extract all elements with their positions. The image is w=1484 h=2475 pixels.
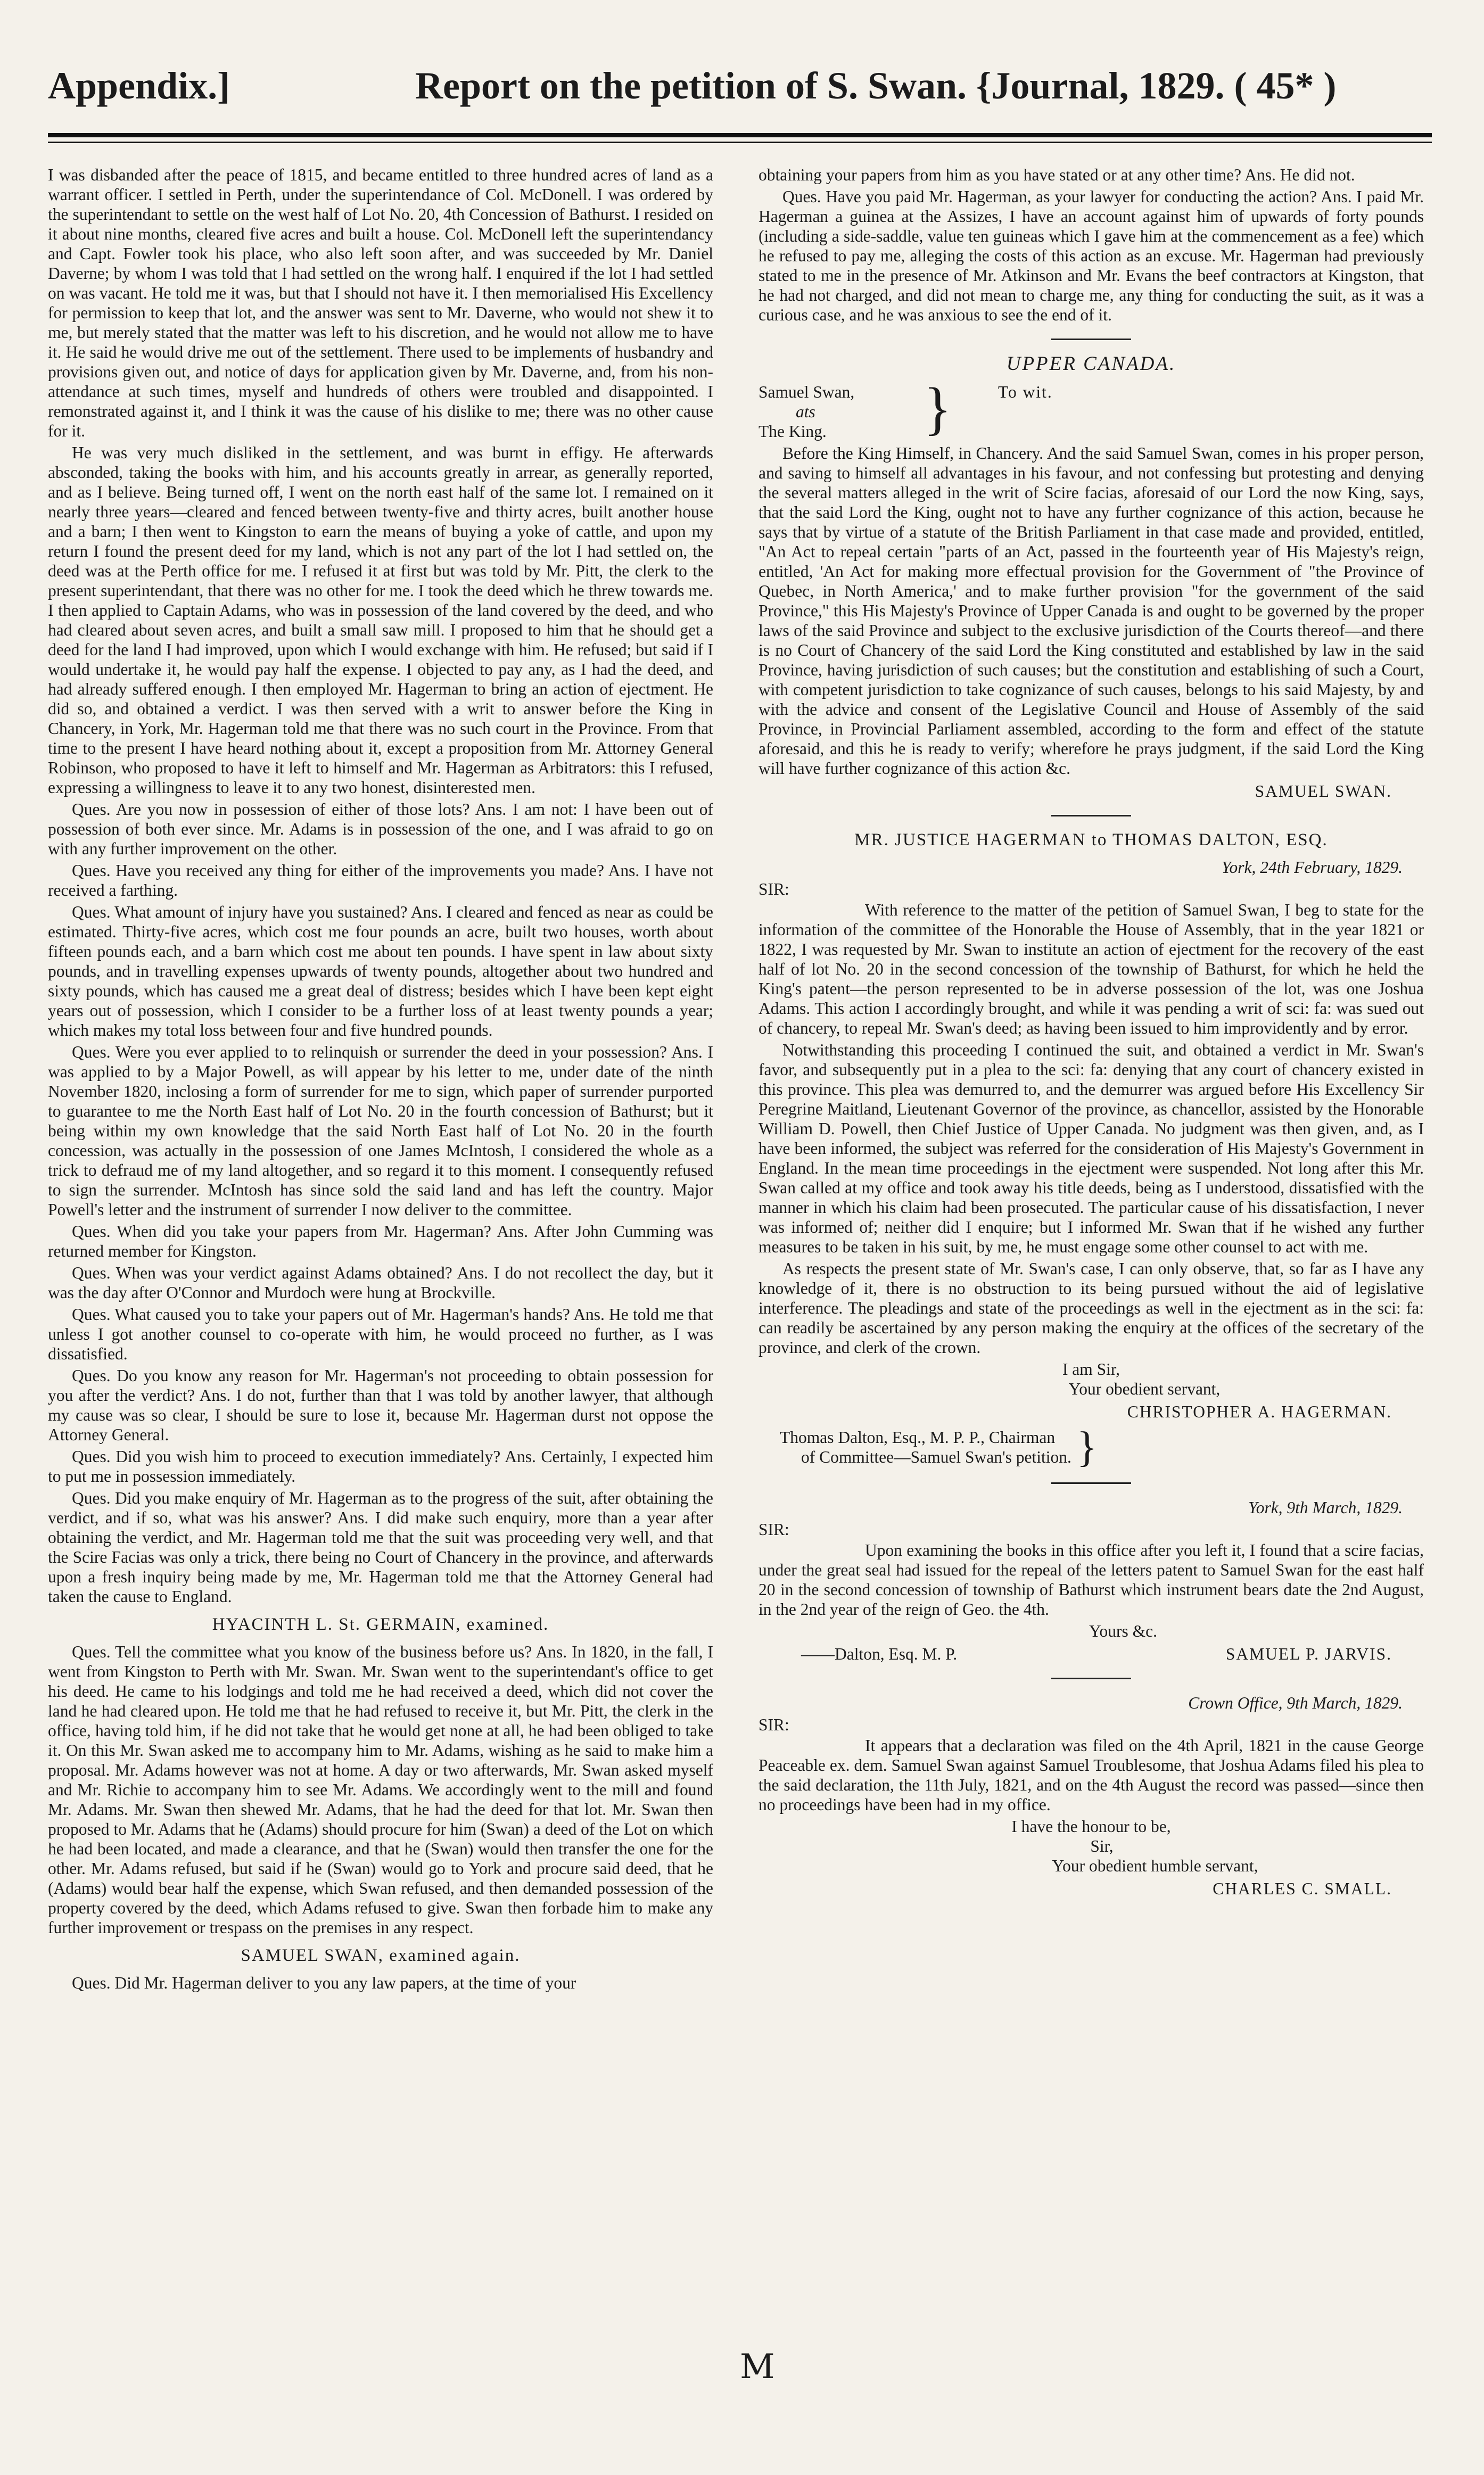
letter-date: York, 24th February, 1829. bbox=[1221, 858, 1403, 877]
addressee-line: Thomas Dalton, Esq., M. P. P., Chairman bbox=[780, 1428, 1056, 1447]
party-plaintiff: Samuel Swan, bbox=[759, 383, 855, 401]
brace-mark: } bbox=[924, 376, 952, 441]
letter-date: Crown Office, 9th March, 1829. bbox=[1188, 1694, 1403, 1712]
qa-paragraph: Ques. Tell the committee what you know of the business before us? Ans. In 1820, in the fall, I went from Kingston to Perth with Mr. Swan. Mr. Swan went to the superintendant's office to get his deed. He came to his lodgings and told me he had received a deed, which did not cover the land he had cleared upon. He told me that he had refused to receive it, but Mr. Pitt, the clerk in the office, having told him, if he did not take that he would get none at all, he had been obliged to take it. On this Mr. Swan asked me to accompany him to Mr. Adams, wishing as he said to make him a proposal. Mr. Adams however was not at home. A day or two afterwards, Mr. Swan asked myself and Mr. Richie to accompany him to see Mr. Adams. We accordingly went to the mill and found Mr. Adams. Mr. Swan then shewed Mr. Adams, that he had the deed for that lot. Mr. Swan then proposed to Mr. Adams that he (Adams) should procure for him (Swan) a deed of the Lot on which he had been located, and made a clearance, and that he (Swan) would then transfer the one for the other. Mr. Adams refused, but said if he (Swan) would go to York and procure said deed, that he (Adams) would bear half the expense, which Swan refused, and then demanded possession of the property covered by the deed, which Adams refused to give. Swan then forbade him to make any further improvement or trespass on the premises in any respect. bbox=[48, 1643, 713, 1937]
section-divider bbox=[1051, 1482, 1131, 1484]
letter-addressee: ——Dalton, Esq. M. P. bbox=[801, 1645, 958, 1663]
signature: CHRISTOPHER A. HAGERMAN. bbox=[1127, 1402, 1392, 1421]
qa-paragraph: Ques. What amount of injury have you sustained? Ans. I cleared and fenced as near as could be estimated. Thirty-five acres, which cost me four pounds an acre, built two houses, worth about fifteen pounds each, and a barn which cost me about ten pounds. I have spent in law about sixty pounds, and in travelling expenses upwards of twenty pounds, altogether about two hundred and sixty pounds, which has caused me a great deal of distress; besides which I have been kept eight years out of possession, which I consider to be a further loss of at least twenty pounds a year; which makes my total loss between four and five hundred pounds. bbox=[48, 903, 713, 1040]
case-caption bbox=[759, 376, 1424, 441]
letter-closing: Your obedient servant, bbox=[1068, 1380, 1221, 1398]
qa-paragraph: Ques. Did you wish him to proceed to execution immediately? Ans. Certainly, I expected him to put me in possession immediately. bbox=[48, 1447, 713, 1486]
paragraph: I was disbanded after the peace of 1815, and became entitled to three hundred acres of land as a warrant officer. I settled in Perth, under the superintendance of Col. McDonell. I was ordered by the superintendant to settle on the west half of Lot No. 20, 4th Concession of Bathurst. I resided on it about nine months, cleared five acres and built a house. Col. McDonell left the superintendancy and Capt. Fowler took his place, who also left soon after, and was succeeded by Mr. Daniel Daverne; by whom I was told that I had settled on the wrong half. I enquired if the lot I had settled on was vacant. He told me it was, but that I should not have it. I then memorialised His Excellency for permission to keep that lot, and the answer was sent to Mr. Daverne, who would not shew it to me, but merely stated that the matter was left to his discretion, and he would not allow me to have it. He said he would drive me out of the settlement. There used to be implements of husbandry and provisions given out, and notice of days for application given by Mr. Daverne, and, from his non-attendance at such times, myself and hundreds of others were troubled and disappointed. I remonstrated against it, and I think it was the cause of his dislike to me; there was no other cause for it. bbox=[48, 166, 713, 440]
party-ats: ats bbox=[796, 402, 815, 421]
signature: SAMUEL SWAN. bbox=[1255, 782, 1392, 801]
case-parties bbox=[759, 382, 924, 441]
document-page bbox=[48, 64, 1432, 2432]
letter-closing: Your obedient humble servant, bbox=[1052, 1857, 1258, 1875]
letter-closing: I am Sir, bbox=[1062, 1360, 1120, 1379]
letter-heading: MR. JUSTICE HAGERMAN to THOMAS DALTON, ESQ. bbox=[854, 830, 1328, 849]
upper-canada-heading: UPPER CANADA. bbox=[1006, 353, 1176, 375]
qa-paragraph: Ques. Do you know any reason for Mr. Hagerman's not proceeding to obtain possession for you after the verdict? Ans. I do not, further than that I was told by another lawyer, that although my cause was so clear, I should be sure to lose it, because Mr. Hagerman durst not oppose the Attorney General. bbox=[48, 1366, 713, 1444]
qa-paragraph: Ques. Have you received any thing for either of the improvements you made? Ans. I have not received a farthing. bbox=[48, 861, 713, 900]
qa-paragraph: Ques. Have you paid Mr. Hagerman, as your lawyer for conducting the action? Ans. I paid Mr. Hagerman a guinea at the Assizes, I have an account against him of upwards of forty pounds (including a side-saddle, value ten guineas which I gave him at the commencement as a fee) which he refused to pay me, alleging the costs of this action as an excuse. Mr. Hagerman had previously stated to me in the presence of Mr. Atkinson and Mr. Evans the beef contractors at Kingston, that he had not charged, and did not mean to charge me, any thing for conducting the suit, as it was a curious case, and he was anxious to see the end of it. bbox=[759, 187, 1424, 324]
header-title: Report on the petition of S. Swan. {Journal, 1829. ( 45* ) bbox=[415, 64, 1337, 107]
section-heading: SAMUEL SWAN, examined again. bbox=[241, 1946, 521, 1965]
letter-salutation: SIR: bbox=[759, 1715, 789, 1734]
section-divider bbox=[1051, 815, 1131, 816]
running-header bbox=[48, 64, 1432, 122]
qa-paragraph: Ques. What caused you to take your papers out of Mr. Hagerman's hands? Ans. He told me that unless I got another counsel to co-operate with him, he would proceed no further, as I was dissatisfied. bbox=[48, 1305, 713, 1363]
letter-paragraph: Upon examining the books in this office after you left it, I found that a scire facias, under the great seal had issued for the repeal of the letters patent to Samuel Swan for the east half 20 in the second concession of township of Bathurst which instrument bears date the 2nd August, in the 2nd year of the reign of Geo. the 4th. bbox=[759, 1541, 1424, 1619]
section-divider bbox=[1051, 339, 1131, 340]
paragraph: He was very much disliked in the settlement, and was burnt in effigy. He afterwards absconded, taking the books with him, and his accounts greatly in arrear, as generally reported, and as I believe. Being turned off, I went on the north east half of the same lot. I remained on it nearly three years—cleared and fenced between twenty-five and thirty acres, built another house and a barn; I then went to Kingston to earn the means of buying a yoke of cattle, and upon my return I found the present deed for my land, which is not any part of the lot I had settled on, the deed was at the Perth office for me. I refused it at first but was told by Mr. Pitt, the clerk to the present superintendant, that there was no other for me. I took the deed which he threw towards me. I then applied to Captain Adams, who was in possession of the land covered by the deed, and who had cleared about seven acres, and built a small saw mill. I proposed to him that he should get a deed for the land I had improved, upon which I would exchange with him. He refused; but said if I would undertake it, he would pay half the expense. I objected to pay any, as I had the deed, and had already suffered enough. I then employed Mr. Hagerman to bring an action of ejectment. He did so, and obtained a verdict. I was then served with a writ to answer before the King in Chancery, in York, Mr. Hagerman told me that there was no such court in the Province. From that time to the present I have heard nothing about it, except a proposition from Mr. Attorney General Robinson, who proposed to have it left to himself and Mr. Hagerman as Arbitrators: this I refused, expressing a willingness to leave it to any two honest, disinterested men. bbox=[48, 443, 713, 797]
qa-paragraph: Ques. When did you take your papers from Mr. Hagerman? Ans. After John Cumming was returned member for Kingston. bbox=[48, 1222, 713, 1260]
letter-closing: I have the honour to be, bbox=[1011, 1817, 1171, 1836]
addressee-lines bbox=[780, 1428, 1071, 1467]
section-heading: HYACINTH L. St. GERMAIN, examined. bbox=[212, 1615, 549, 1634]
letter-paragraph: With reference to the matter of the petition of Samuel Swan, I beg to state for the information of the committee of the Honorable the House of Assembly, that in the year 1821 or 1822, I was requested by Mr. Swan to institute an action of ejectment for the recovery of the east half of lot No. 20 in the second concession of the township of Bathurst, for which he held the King's patent—the person represented to be in adverse possession of the lot, was one Joshua Adams. This action I accordingly brought, and while it was pending a writ of sci: fa: was sued out of chancery, to repeal Mr. Swan's deed; as having been issued to him improvidently and by error. bbox=[759, 901, 1424, 1037]
qa-paragraph: Ques. Are you now in possession of either of those lots? Ans. I am not: I have been out of possession of both ever since. Mr. Adams is in possession of the one, and I was afraid to go on with any further improvement on the other. bbox=[48, 800, 713, 858]
header-rule-thick bbox=[48, 133, 1432, 137]
qa-paragraph: Ques. When was your verdict against Adams obtained? Ans. I do not recollect the day, but it was the day after O'Connor and Murdoch were hung at Brockville. bbox=[48, 1264, 713, 1302]
letter-salutation: SIR: bbox=[759, 880, 789, 898]
section-divider bbox=[1051, 1678, 1131, 1679]
letter-footer bbox=[801, 1644, 1392, 1664]
signature-mark: M bbox=[740, 2347, 775, 2387]
paragraph: obtaining your papers from him as you have stated or at any other time? Ans. He did not. bbox=[759, 166, 1355, 184]
qa-paragraph: Ques. Were you ever applied to to relinquish or surrender the deed in your possession? Ans. I was applied to by a Major Powell, as will appear by his letter to me, under date of the ninth November 1820, inclosing a form of surrender for me to sign, which paper of surrender purported to guarantee to me the North East half of Lot No. 20 in the fourth concession of Bathurst; but it being within my own knowledge that the said North East half of Lot No. 20 in the fourth concession, was actually in the possession of one James McIntosh, I considered the whole as a trick to defraud me of my land altogether, and so regard it to this moment. I consequently refused to sign the surrender. McIntosh has since sold the said land and has left the country. Major Powell's letter and the instrument of surrender I now deliver to the committee. bbox=[48, 1043, 713, 1219]
addressee-line: of Committee—Samuel Swan's petition. bbox=[801, 1448, 1071, 1466]
header-appendix: Appendix.] bbox=[48, 64, 230, 107]
letter-date: York, 9th March, 1829. bbox=[1248, 1498, 1403, 1517]
letter-paragraph: It appears that a declaration was filed on the 4th April, 1821 in the cause George Peaceable ex. dem. Samuel Swan against Samuel Troublesome, that Joshua Adams filed his plea to the said declaration, the 11th July, 1821, and on the 4th August the record was passed—since then no proceedings have been had in my office. bbox=[759, 1736, 1424, 1814]
text-columns bbox=[48, 165, 1432, 2400]
party-defendant: The King. bbox=[759, 422, 827, 441]
right-column bbox=[759, 165, 1424, 2400]
brace-mark: } bbox=[1076, 1424, 1098, 1471]
letter-addressee bbox=[780, 1424, 1424, 1471]
signature: SAMUEL P. JARVIS. bbox=[1225, 1645, 1392, 1663]
signature: CHARLES C. SMALL. bbox=[1213, 1879, 1392, 1898]
letter-closing: Sir, bbox=[1090, 1837, 1114, 1855]
header-rule-thin bbox=[48, 142, 1432, 143]
letter-paragraph: Notwithstanding this proceeding I continued the suit, and obtained a verdict in Mr. Swan's favor, and subsequently put in a plea to the sci: fa: denying that any court of chancery existed in this province. This plea was demurred to, and the demurrer was argued before His Excellency Sir Peregrine Maitland, Lieutenant Governor of the province, as chancellor, assisted by the Honorable William D. Powell, then Chief Justice of Upper Canada. No judgment was then given, and, as I have been informed, the subject was referred for the consideration of His Majesty's Government in England. In the mean time proceedings in the ejectment were suspended. Not long after this Mr. Swan called at my office and took away his title deeds, being as I understood, dissatisfied with the manner in which his claim had been prosecuted. The particular cause of his dissatisfaction, I never was informed of; neither did I enquire; but I informed Mr. Swan that if he wished any further measures to be taken in his suit, by me, he must engage some other counsel to act with me. bbox=[759, 1041, 1424, 1256]
letter-salutation: SIR: bbox=[759, 1520, 789, 1539]
plea-paragraph: Before the King Himself, in Chancery. And the said Samuel Swan, comes in his proper person, and saving to himself all advantages in his favour, and not confessing but protesting and denying the several matters alleged in the writ of Scire facias, aforesaid of our Lord the now King, says, that the said Lord the King, ought not to have any further cognizance of this action, because he says that by virtue of a statute of the British Parliament in that case made and provided, entitled, "An Act to repeal certain "parts of an Act, passed in the fourteenth year of His Majesty's reign, entitled, 'An Act for making more effectual provision for the Government of "the Province of Quebec, in North America,' and to make further provision "for the government of the said Province," this His Majesty's Province of Upper Canada is and ought to be governed by the proper laws of the said Province and subject to the exclusive jurisdiction of the Courts thereof—and there is no Court of Chancery of the said Lord the King constituted and established by law in the said Province, having jurisdiction of such causes; but the constitution and establishing of such a Court, with competent jurisdiction to take cognizance of such causes, belongs to his said Majesty, by and with the advice and consent of the Legislative Council and House of Assembly of the said Province, in Provincial Parliament assembled, according to the form and effect of the statute aforesaid, and this he is ready to verify; wherefore he prays judgment, if the said Lord the King will have further cognizance of this action &c. bbox=[759, 444, 1424, 778]
qa-paragraph: Ques. Did Mr. Hagerman deliver to you any law papers, at the time of your bbox=[72, 1974, 576, 1992]
qa-paragraph: Ques. Did you make enquiry of Mr. Hagerman as to the progress of the suit, after obtaining the verdict, and if so, what was his answer? Ans. I did make such enquiry, more than a year after obtaining the verdict, and Mr. Hagerman told me that the suit was proceeding very well, and that the Scire Facias was only a trick, there being no Court of Chancery in the province, and afterwards upon a fresh inquiry being made by me, Mr. Hagerman told me that the Attorney General had taken the cause to England. bbox=[48, 1489, 713, 1606]
left-column bbox=[48, 165, 713, 2400]
letter-closing: Yours &c. bbox=[1089, 1622, 1158, 1640]
to-wit: To wit. bbox=[998, 383, 1053, 401]
letter-paragraph: As respects the present state of Mr. Swan's case, I can only observe, that, so far as I have any knowledge of it, there is no obstruction to its being pursued without the aid of legislative interference. The pleadings and state of the proceedings as well in the ejectment as in the sci: fa: can readily be ascertained by any person making the enquiry at the offices of the secretary of the province, and clerk of the crown. bbox=[759, 1259, 1424, 1357]
